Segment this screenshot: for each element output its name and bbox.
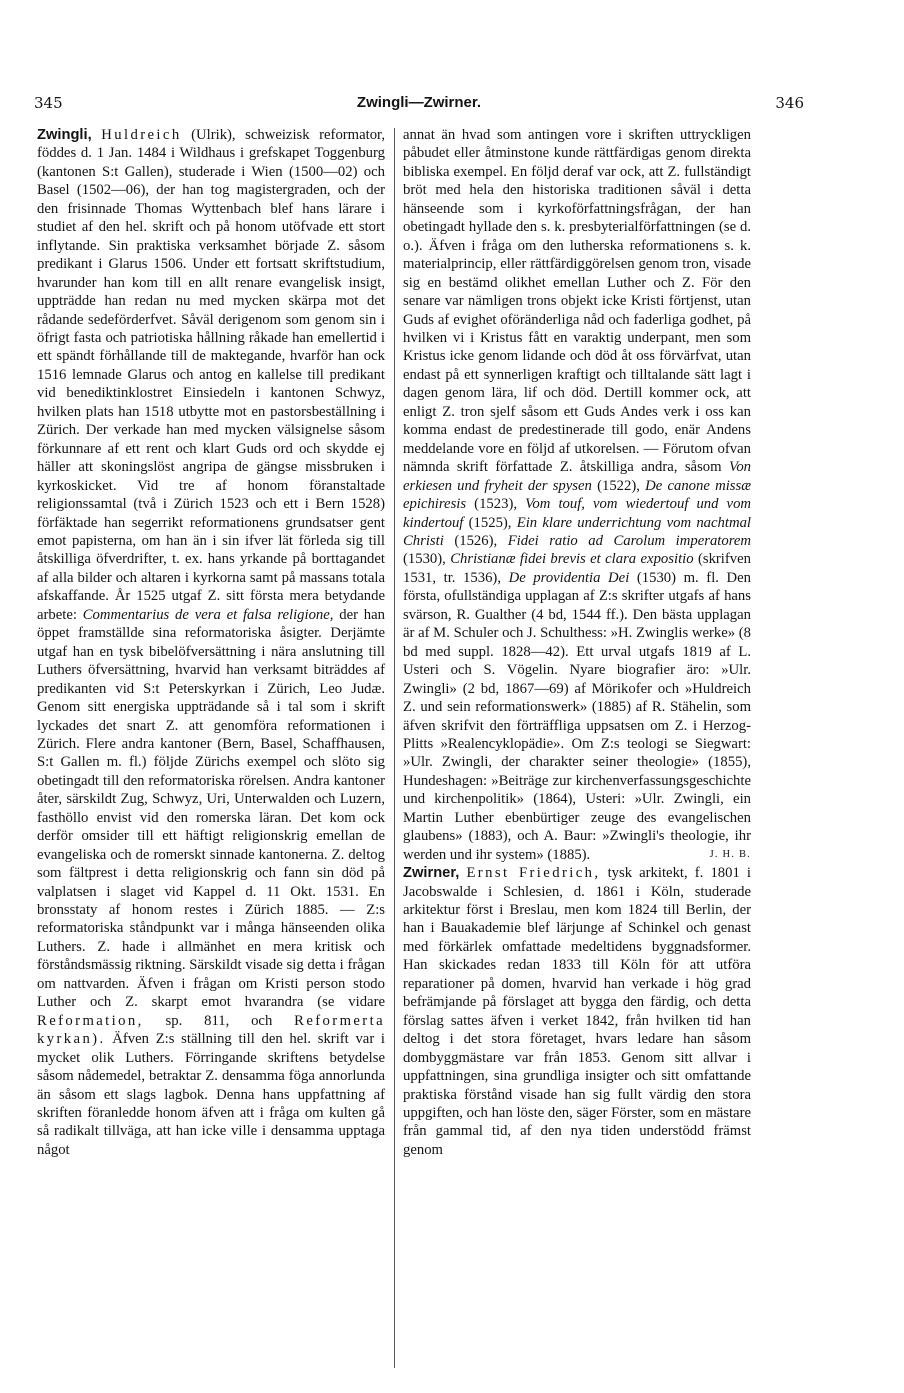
running-title: Zwingli—Zwirner. <box>356 94 482 111</box>
work-title-commentarius: Commentarius de vera et falsa religione, <box>82 606 334 623</box>
author-signature: J. H. B. <box>709 848 751 860</box>
zwingli-text-2: der han öppet framställde sina reformatoriska åsigter. Derjämte utgaf han en tysk bibelöfversättning i nära anslutning till Luthers öfversättning, hvarvid han verksamt biträddes af predikanten vid S:t Peterskyrkan i Zürich, Leo Judæ. Genom sitt energiska uppträdande så i tal som i skrift lyckades det snart Z. att genomföra reformationen i Zürich. Flere andra kantoner (Bern, Basel, Schaffhausen, S:t Gallen m. fl.) följde Zürichs exempel och slöto sig obetingadt till den reformatoriska rörelsen. Andra kantoner åter, särskildt Zug, Schwyz, Uri, Unterwalden och Luzern, fasthöllo envist vid den romerska läran. Det kom ock derför omsider till ett häftigt religionskrig emellan de evangeliska och de romerskt sinnade kantonerna. Z. deltog som fältprest i detta religionskrig och fann sin död på valplatsen i slaget vid Kappel d. 11 Okt. 1531. En bronsstaty af honom restes i Zürich 1885. — Z:s reformatoriska ståndpunkt var i många hänseenden olika Luthers. Z. hade i allmänhet en mera kritisk och förståndsmässig riktning. Särskildt visade sig detta i frågan om nattvarden. Äfven i frågan om Kristi person stodo Luther och Z. skarpt emot hvarandra (se vidare <box>37 606 385 1011</box>
left-column <box>37 126 385 1366</box>
work-date-5: (1530), <box>403 551 446 568</box>
right-column <box>403 126 751 1366</box>
entry-zwingli <box>37 126 385 1159</box>
work-title-4: Ein klare underrichtung vom nachtmal Christi <box>403 514 751 549</box>
zwingli-given-name: Huldreich <box>101 127 182 143</box>
work-title-2: De canone missæ epichiresis <box>403 477 751 513</box>
xref-reformerta-kyrkan[interactable]: Reformerta kyrkan). <box>37 1012 385 1048</box>
xref-reformation[interactable]: Reformation, <box>37 1012 144 1029</box>
headword-zwirner: Zwirner, <box>403 865 460 882</box>
page-number-right: 346 <box>775 94 804 112</box>
zwingli-text-3: sp. 811, och <box>165 1012 273 1029</box>
work-title-7: De providentia Dei <box>508 569 630 586</box>
work-title-3: Vom touf, vom wiedertouf und vom kindertouf <box>403 496 751 531</box>
page-header <box>34 94 804 118</box>
work-date-1: (1522), <box>597 477 640 494</box>
work-title-1: Von erkiesen und fryheit der spysen <box>403 459 751 494</box>
headword-zwingli: Zwingli, <box>37 127 92 143</box>
entry-zwingli-continued <box>403 126 751 864</box>
work-date-4: (1526), <box>454 532 498 549</box>
entry-zwirner <box>403 864 751 1159</box>
work-title-6: Christianæ fidei brevis et clara expositio <box>450 551 694 568</box>
work-title-5: Fidei ratio ad Carolum imperatorem <box>507 532 751 549</box>
zwingli-text-6: (1530) m. fl. Den första, ofullständiga upplagan af Z:s skrifter utgafs af hans svärson, R. Gualther (4 bd, 1544 ff.). Den bästa upplagan är af M. Schuler och J. Schulthess: »H. Zwinglis werke» (8 bd med suppl. 1828—42). Ett urval utgafs 1819 af L. Usteri och S. Vögelin. Nyare biografier äro: »Ulr. Zwingli» (2 bd, 1867—69) af Mörikofer och »Huldreich Z. und sein reformationswerk» (1885) af R. Stähelin, som äfven skrifvit den förträffliga uppsatsen om Z. i Herzog-Plitts »Realencyklopädie». Om Z:s teologi se Siegwart: »Ulr. Zwingli, der charakter seiner theologie» (1855), Hundeshagen: »Beiträge zur kirchenverfassungsgeschichte und kirchenpolitik» (1864), Usteri: »Ulr. Zwingli, ein Martin Luther ebenbürtiger zeuge des evangelischen glaubens» (1883), och A. Baur: »Zwingli's theologie, ihr werden und ihr system» (1885). <box>403 569 751 863</box>
zwingli-text-4: Äfven Z:s ställning till den hel. skrift var i mycket olik Luthers. Förringande skriftens betydelse såsom nådemedel, betraktar Z. densamma föga annorlunda än såsom ett slags lagbok. Denna hans uppfattning af skriften föranledde honom äfven att i fråga om kulten gå så radikalt tillväga, att han icke ville i densamma upptaga något <box>37 1031 385 1158</box>
zwingli-text-1: (Ulrik), schweizisk reformator, föddes d. 1 Jan. 1484 i Wildhaus i grefskapet Toggenburg (kantonen S:t Gallen), studerade i Wien (1500—02) och Basel (1502—06), der han tog magistergraden, och der den frisinnade Thomas Wyttenbach blef hans lärare i studiet af den hel. skrift och på honom utöfvade ett stort inflytande. Sin praktiska verksamhet började Z. såsom predikant i Glarus 1506. Under ett fortsatt skriftstudium, hvarunder han kom till en allt renare evangelisk insigt, uppträdde han redan nu med mycken skärpa mot det rådande sedeförderfvet. Såväl derigenom som genom sin i öfrigt fasta och patriotiska hållning råkade han emellertid i ett spändt förhållande till de maktegande, hvarför han ock 1516 lemnade Glarus och antog en kallelse till predikant vid benediktinklostret Einsiedeln i kantonen Schwyz, hvilken plats han 1518 utbytte mot en pastorsbeställning i Zürich. Der verkade han med mycken välsignelse såsom förkunnare af ett rent och klart Guds ord och skydde ej häller att skoningslöst angripa de gängse missbruken i kyrkoskicket. Vid tre af honom föranstaltade religionssamtal (två i Zürich 1523 och ett i Bern 1528) förfäktade han segerrikt reformationens grundsatser gent emot papisterna, om han än i sin ifver lät förleda sig till åtskilliga öfverdrifter, t. ex. hans yrkande på borttagandet af alla bilder och altaren i kyrkorna samt på massans totala afskaffande. År 1525 utgaf Z. sitt första mera betydande arbete: <box>37 127 385 623</box>
zwirner-text: tysk arkitekt, f. 1801 i Jacobswalde i Schlesien, d. 1861 i Köln, studerade arkitektur först i Breslau, men kom 1824 till Berlin, der han i Bauakademie blef lärjunge af Schinkel och genast med förkärlek omfattade medeltidens byggnadsformer. Han skickades redan 1833 till Köln för att utföra reparationer på domen, hvarvid han verkade i hög grad befrämjande på förslaget att bygga den färdig, och detta förslag sattes äfven i verket 1842, från hvilken tid han deltog i det stora företaget, hvars ledare han såsom dombyggmästare var från 1853. Genom sitt allvar i uppfattningen, sina grundliga insigter och sitt omfattande praktiska förstånd visade han sig fullt värdig den stora uppgiften, och han löste den, säger Förster, som en mästare från gammal tid, af den nya tiden understödd främst genom <box>403 865 751 1158</box>
work-date-3: (1525), <box>468 514 512 531</box>
page-number-left: 345 <box>34 94 63 112</box>
zwirner-given-name: Ernst Friedrich, <box>466 865 601 882</box>
column-divider <box>394 128 395 1368</box>
zwingli-text-5: annat än hvad som antingen vore i skriften uttryckligen påbudet eller åtminstone kunde rättfärdigas genom direkta bibliska exempel. En följd deraf var ock, att Z. fullständigt bröt med hela den historiska traditionen såväl i detta hänseende som i kyrkoförfattningsfrågan, der han obetingadt hyllade den s. k. presbyterialförfattningen (se d. o.). Äfven i fråga om den lutherska reformationens s. k. materialprincip, eller rättfärdiggörelsen genom tron, visade sig en bestämd olikhet emellan Luther och Z. För den senare var nämligen trons objekt icke Kristi förtjenst, utan Guds af evighet oföränderliga nåd och faderliga godhet, på hvilken vi i Kristus fått en varaktig underpant, men som Kristus icke genom lidande och död åt oss förvärfvat, utan endast på ett synnerligen kraftigt och tilltalande sätt lagt i dagen genom lära, lif och död. Dertill kommer ock, att enligt Z. tron sjelf såsom ett Guds Andes verk i oss kan komma endast de predestinerade till godo, enär Andens meddelande vore en följd af utkorelsen. — Förutom ofvan nämnda skrift författade Z. åtskilliga andra, såsom <box>403 127 751 476</box>
work-date-2: (1523), <box>474 496 518 513</box>
work-date-6: (skrifven 1531, tr. 1536), <box>403 551 751 586</box>
